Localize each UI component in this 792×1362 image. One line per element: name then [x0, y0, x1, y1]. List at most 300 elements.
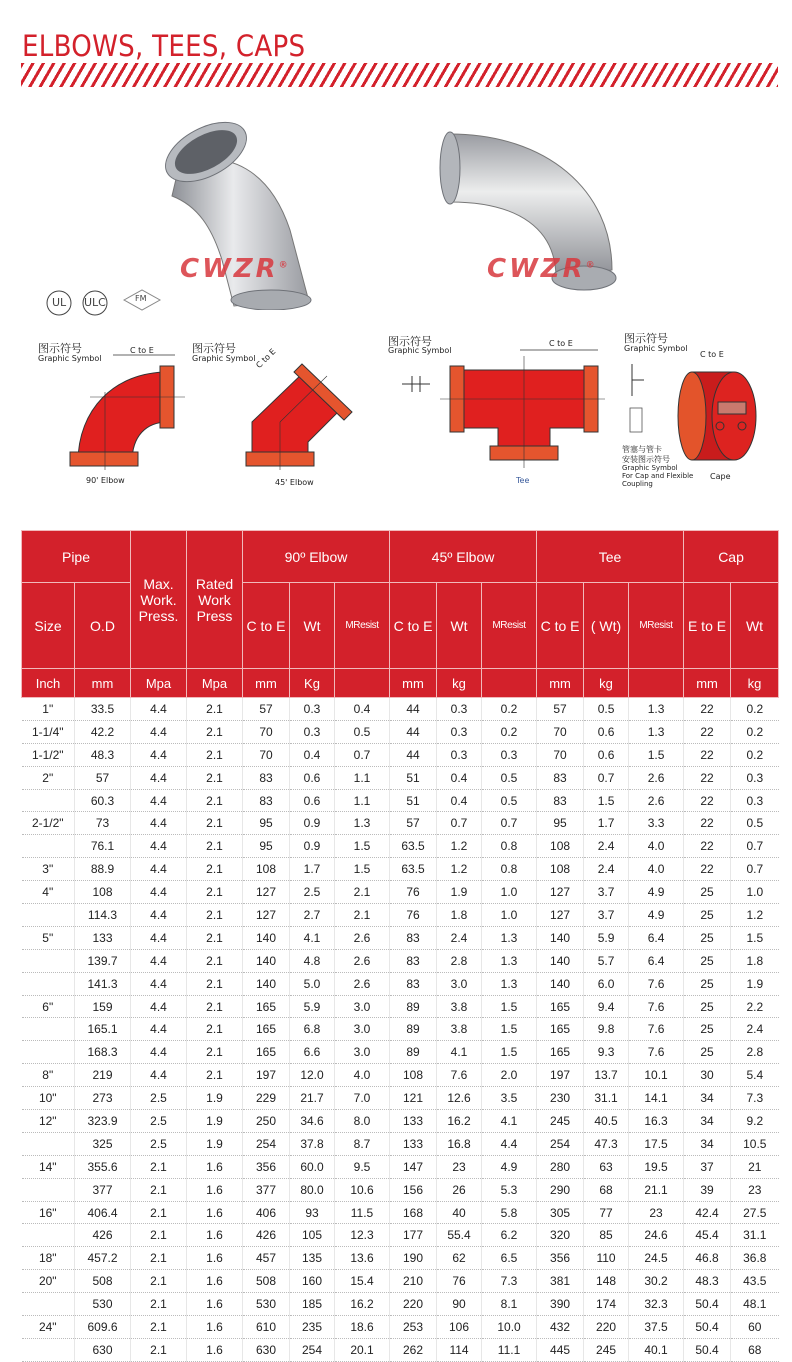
table-cell: 4.1	[437, 1041, 482, 1064]
table-cell: 83	[243, 766, 290, 789]
table-cell: 139.7	[75, 949, 131, 972]
table-cell: 2.1	[131, 1247, 187, 1270]
table-cell: 133	[75, 926, 131, 949]
table-cell: 165	[537, 1041, 584, 1064]
table-cell: 356	[537, 1247, 584, 1270]
table-cell: 377	[243, 1178, 290, 1201]
table-cell: 57	[243, 698, 290, 721]
unit-cell: mm	[243, 669, 290, 698]
table-cell: 89	[390, 995, 437, 1018]
table-cell: 174	[584, 1293, 629, 1316]
table-cell: 83	[390, 926, 437, 949]
table-cell: 0.2	[731, 698, 779, 721]
table-cell: 197	[243, 1064, 290, 1087]
table-cell: 25	[684, 926, 731, 949]
table-cell: 1.7	[584, 812, 629, 835]
table-cell: 47.3	[584, 1132, 629, 1155]
table-cell: 48.3	[684, 1270, 731, 1293]
table-row	[22, 720, 779, 743]
table-cell: 530	[75, 1293, 131, 1316]
table-cell: 1.6	[187, 1247, 243, 1270]
table-cell: 2.1	[131, 1224, 187, 1247]
table-cell: 6"	[22, 995, 75, 1018]
table-cell: 630	[243, 1338, 290, 1361]
table-cell: 290	[537, 1178, 584, 1201]
table-cell: 229	[243, 1087, 290, 1110]
table-cell: 14"	[22, 1155, 75, 1178]
table-cell: 83	[390, 949, 437, 972]
table-cell: 2.1	[187, 789, 243, 812]
graphic-symbol-en: Graphic Symbol	[38, 354, 102, 363]
table-row	[22, 1155, 779, 1178]
table-row	[22, 835, 779, 858]
table-cell: 159	[75, 995, 131, 1018]
table-cell: 70	[537, 720, 584, 743]
table-cell: 2.1	[131, 1178, 187, 1201]
table-cell: 44	[390, 743, 437, 766]
table-cell: 2.1	[187, 881, 243, 904]
table-cell: 381	[537, 1270, 584, 1293]
table-row	[22, 858, 779, 881]
table-cell: 2.1	[131, 1201, 187, 1224]
table-cell: 1.3	[629, 698, 684, 721]
table-cell: 50.4	[684, 1293, 731, 1316]
table-cell: 127	[537, 881, 584, 904]
table-cell: 1.9	[187, 1132, 243, 1155]
table-cell: 1.5	[584, 789, 629, 812]
table-cell: 245	[584, 1338, 629, 1361]
table-cell: 4.4	[131, 743, 187, 766]
table-cell: 44	[390, 720, 437, 743]
table-cell: 245	[537, 1110, 584, 1133]
table-cell: 140	[243, 972, 290, 995]
table-cell: 1.6	[187, 1178, 243, 1201]
table-cell: 24.5	[629, 1247, 684, 1270]
cap-note-en-2: For Cap and Flexible	[622, 472, 694, 480]
table-cell: 1.5	[731, 926, 779, 949]
table-cell: 62	[437, 1247, 482, 1270]
table-cell: 235	[290, 1316, 335, 1339]
table-cell: 43.5	[731, 1270, 779, 1293]
header-45-elbow: 45º Elbow	[390, 531, 537, 583]
table-cell: 10.0	[482, 1316, 537, 1339]
unit-cell: mm	[75, 669, 131, 698]
table-cell: 250	[243, 1110, 290, 1133]
table-cell: 0.2	[731, 720, 779, 743]
table-cell: 73	[75, 812, 131, 835]
table-cell: 85	[584, 1224, 629, 1247]
table-row	[22, 995, 779, 1018]
header-rated-work-press: Rated Work Press	[187, 531, 243, 669]
table-cell: 254	[243, 1132, 290, 1155]
table-cell: 445	[537, 1338, 584, 1361]
header-pipe: Pipe	[22, 531, 131, 583]
elbow-45-caption: 45' Elbow	[275, 478, 314, 487]
table-cell: 2.1	[131, 1338, 187, 1361]
table-cell	[22, 972, 75, 995]
table-cell: 4.4	[131, 720, 187, 743]
table-cell: 48.3	[75, 743, 131, 766]
brand-logo: CWZR®	[487, 254, 595, 284]
table-cell: 0.5	[335, 720, 390, 743]
table-cell: 0.3	[437, 720, 482, 743]
table-cell: 165	[537, 1018, 584, 1041]
table-cell: 0.6	[290, 766, 335, 789]
table-cell: 6.8	[290, 1018, 335, 1041]
table-cell: 4.9	[629, 904, 684, 927]
table-cell: 7.6	[437, 1064, 482, 1087]
unit-cell: kg	[437, 669, 482, 698]
table-cell: 114.3	[75, 904, 131, 927]
table-cell: 80.0	[290, 1178, 335, 1201]
table-cell: 320	[537, 1224, 584, 1247]
table-cell: 147	[390, 1155, 437, 1178]
subheader-c-to-e: C to E	[537, 583, 584, 669]
table-cell: 4.4	[131, 812, 187, 835]
subheader-c-to-e: C to E	[390, 583, 437, 669]
table-cell: 12"	[22, 1110, 75, 1133]
table-cell	[22, 904, 75, 927]
table-cell: 34.6	[290, 1110, 335, 1133]
table-cell: 0.3	[731, 789, 779, 812]
table-cell: 210	[390, 1270, 437, 1293]
table-cell: 1.5	[482, 995, 537, 1018]
table-cell	[22, 1178, 75, 1201]
table-cell: 457	[243, 1247, 290, 1270]
table-cell: 1.3	[482, 926, 537, 949]
table-cell: 60.3	[75, 789, 131, 812]
table-cell: 2.8	[437, 949, 482, 972]
table-cell: 4.9	[629, 881, 684, 904]
table-cell: 406.4	[75, 1201, 131, 1224]
table-cell: 2.1	[187, 858, 243, 881]
table-cell: 133	[390, 1132, 437, 1155]
table-cell: 10"	[22, 1087, 75, 1110]
table-cell: 0.5	[482, 789, 537, 812]
table-cell: 7.0	[335, 1087, 390, 1110]
table-cell: 0.8	[482, 835, 537, 858]
table-cell: 4.4	[131, 1064, 187, 1087]
table-cell: 140	[537, 926, 584, 949]
table-cell: 95	[243, 835, 290, 858]
table-cell: 4"	[22, 881, 75, 904]
table-cell: 22	[684, 743, 731, 766]
table-cell: 6.0	[584, 972, 629, 995]
table-cell: 26	[437, 1178, 482, 1201]
subheader-e-to-e: E to E	[684, 583, 731, 669]
table-cell: 95	[537, 812, 584, 835]
table-cell: 21	[731, 1155, 779, 1178]
table-cell: 2-1/2"	[22, 812, 75, 835]
table-cell: 11.5	[335, 1201, 390, 1224]
table-cell: 377	[75, 1178, 131, 1201]
table-cell: 2.1	[187, 995, 243, 1018]
subheader-mresist: MResist	[629, 583, 684, 669]
table-cell: 36.8	[731, 1247, 779, 1270]
table-row	[22, 1338, 779, 1361]
table-cell: 108	[390, 1064, 437, 1087]
table-cell: 48.1	[731, 1293, 779, 1316]
table-cell: 93	[290, 1201, 335, 1224]
tee-diagram	[400, 346, 610, 476]
table-cell: 3.3	[629, 812, 684, 835]
table-cell: 2.6	[335, 949, 390, 972]
table-cell	[22, 1338, 75, 1361]
table-cell: 168.3	[75, 1041, 131, 1064]
table-cell: 55.4	[437, 1224, 482, 1247]
table-cell: 1.2	[731, 904, 779, 927]
table-cell: 1.3	[482, 972, 537, 995]
table-row	[22, 972, 779, 995]
table-cell: 1.1	[335, 766, 390, 789]
table-cell: 0.8	[482, 858, 537, 881]
table-cell: 23	[629, 1201, 684, 1224]
table-cell: 1.3	[482, 949, 537, 972]
table-cell: 356	[243, 1155, 290, 1178]
table-cell: 89	[390, 1018, 437, 1041]
unit-cell	[482, 669, 537, 698]
table-cell: 390	[537, 1293, 584, 1316]
table-cell: 7.3	[731, 1087, 779, 1110]
table-cell: 5.3	[482, 1178, 537, 1201]
table-cell: 18.6	[335, 1316, 390, 1339]
table-cell: 60.0	[290, 1155, 335, 1178]
table-cell: 16.2	[437, 1110, 482, 1133]
table-cell: 16"	[22, 1201, 75, 1224]
table-cell: 254	[537, 1132, 584, 1155]
table-cell: 108	[537, 835, 584, 858]
table-row	[22, 1201, 779, 1224]
table-cell: 45.4	[684, 1224, 731, 1247]
table-cell: 141.3	[75, 972, 131, 995]
table-row	[22, 1224, 779, 1247]
table-cell: 2.6	[629, 766, 684, 789]
table-cell: 185	[290, 1293, 335, 1316]
table-cell: 57	[390, 812, 437, 835]
table-cell: 4.4	[482, 1132, 537, 1155]
table-cell: 140	[537, 949, 584, 972]
table-cell: 2.1	[131, 1316, 187, 1339]
graphic-symbol-en: Graphic Symbol	[624, 344, 688, 353]
table-cell: 8.7	[335, 1132, 390, 1155]
table-cell: 10.6	[335, 1178, 390, 1201]
table-cell: 1.9	[187, 1087, 243, 1110]
table-cell: 2.1	[187, 1018, 243, 1041]
table-cell: 63.5	[390, 835, 437, 858]
table-cell: 3"	[22, 858, 75, 881]
table-cell: 2.4	[437, 926, 482, 949]
table-cell	[22, 1224, 75, 1247]
table-cell: 7.6	[629, 972, 684, 995]
page-title: ELBOWS, TEES, CAPS	[22, 29, 306, 64]
table-cell	[22, 789, 75, 812]
spec-table	[21, 530, 779, 1362]
table-cell: 165.1	[75, 1018, 131, 1041]
header-max-work-press: Max. Work. Press.	[131, 531, 187, 669]
table-cell: 323.9	[75, 1110, 131, 1133]
table-cell: 2.1	[187, 743, 243, 766]
table-cell: 1.5	[629, 743, 684, 766]
table-cell: 7.6	[629, 1041, 684, 1064]
table-cell: 2.5	[131, 1132, 187, 1155]
table-cell: 1.0	[482, 904, 537, 927]
table-cell: 9.4	[584, 995, 629, 1018]
table-cell: 140	[537, 972, 584, 995]
table-cell: 40	[437, 1201, 482, 1224]
table-cell: 508	[75, 1270, 131, 1293]
table-cell: 230	[537, 1087, 584, 1110]
table-cell: 76	[390, 904, 437, 927]
table-cell: 0.2	[482, 720, 537, 743]
table-cell: 2.1	[187, 926, 243, 949]
table-cell: 108	[537, 858, 584, 881]
table-cell: 16.3	[629, 1110, 684, 1133]
table-cell: 4.4	[131, 881, 187, 904]
table-cell: 25	[684, 949, 731, 972]
table-cell: 1.8	[437, 904, 482, 927]
table-cell: 4.0	[629, 858, 684, 881]
table-cell: 2.1	[187, 720, 243, 743]
graphic-symbol-en: Graphic Symbol	[192, 354, 256, 363]
subheader-o-d: O.D	[75, 583, 131, 669]
table-cell: 127	[537, 904, 584, 927]
graphic-symbol-cn: 图示符号	[192, 342, 236, 355]
table-cell: 4.4	[131, 949, 187, 972]
table-cell: 165	[537, 995, 584, 1018]
table-cell: 426	[75, 1224, 131, 1247]
table-cell: 12.0	[290, 1064, 335, 1087]
table-row	[22, 881, 779, 904]
header-90-elbow: 90º Elbow	[243, 531, 390, 583]
ulc-mark: ULC	[84, 296, 106, 309]
table-cell: 5"	[22, 926, 75, 949]
table-cell: 530	[243, 1293, 290, 1316]
table-cell: 5.0	[290, 972, 335, 995]
table-cell: 42.4	[684, 1201, 731, 1224]
table-cell: 2.5	[131, 1110, 187, 1133]
table-cell: 2.1	[335, 881, 390, 904]
table-cell: 3.7	[584, 904, 629, 927]
table-cell: 1.9	[731, 972, 779, 995]
table-cell: 51	[390, 789, 437, 812]
table-cell: 14.1	[629, 1087, 684, 1110]
table-cell: 83	[390, 972, 437, 995]
table-cell: 0.9	[290, 835, 335, 858]
table-cell: 32.3	[629, 1293, 684, 1316]
table-cell: 3.8	[437, 1018, 482, 1041]
table-row	[22, 1110, 779, 1133]
table-cell: 1.6	[187, 1270, 243, 1293]
hatch-divider	[21, 63, 778, 87]
table-cell: 0.2	[482, 698, 537, 721]
table-cell: 4.1	[482, 1110, 537, 1133]
cap-note-en-1: Graphic Symbol	[622, 464, 678, 472]
table-cell: 37.8	[290, 1132, 335, 1155]
table-cell: 432	[537, 1316, 584, 1339]
table-cell: 25	[684, 881, 731, 904]
cap-caption: Cape	[710, 472, 731, 481]
subheader-wt: Wt	[437, 583, 482, 669]
table-cell: 83	[243, 789, 290, 812]
table-cell: 1.6	[187, 1224, 243, 1247]
table-cell: 0.7	[584, 766, 629, 789]
table-cell: 31.1	[731, 1224, 779, 1247]
table-cell: 2.1	[187, 835, 243, 858]
table-cell: 1-1/2"	[22, 743, 75, 766]
table-cell: 3.0	[437, 972, 482, 995]
table-cell: 20"	[22, 1270, 75, 1293]
table-cell: 165	[243, 995, 290, 1018]
table-cell: 4.4	[131, 972, 187, 995]
table-cell: 22	[684, 766, 731, 789]
table-cell: 5.9	[584, 926, 629, 949]
table-cell: 2.1	[187, 1064, 243, 1087]
table-cell: 70	[537, 743, 584, 766]
table-cell: 3.8	[437, 995, 482, 1018]
table-cell: 46.8	[684, 1247, 731, 1270]
table-cell: 30	[684, 1064, 731, 1087]
table-cell: 2.6	[335, 972, 390, 995]
table-cell: 11.1	[482, 1338, 537, 1361]
table-cell: 2.1	[187, 812, 243, 835]
table-cell: 4.4	[131, 766, 187, 789]
unit-cell: Kg	[290, 669, 335, 698]
table-cell: 280	[537, 1155, 584, 1178]
table-row	[22, 904, 779, 927]
table-cell: 177	[390, 1224, 437, 1247]
table-cell: 108	[243, 858, 290, 881]
table-cell: 4.8	[290, 949, 335, 972]
subheader-size: Size	[22, 583, 75, 669]
c-to-e-label: C to E	[549, 339, 573, 348]
table-cell: 1.9	[437, 881, 482, 904]
table-cell: 25	[684, 1018, 731, 1041]
table-cell: 0.9	[290, 812, 335, 835]
table-cell: 1"	[22, 698, 75, 721]
table-cell: 0.4	[437, 766, 482, 789]
table-cell: 19.5	[629, 1155, 684, 1178]
table-cell: 0.3	[437, 743, 482, 766]
table-cell: 2.1	[131, 1155, 187, 1178]
table-cell: 197	[537, 1064, 584, 1087]
table-cell: 31.1	[584, 1087, 629, 1110]
table-cell: 253	[390, 1316, 437, 1339]
table-cell: 76	[437, 1270, 482, 1293]
cap-note-cn-2: 安装图示符号	[622, 455, 670, 464]
table-cell: 18"	[22, 1247, 75, 1270]
table-cell: 121	[390, 1087, 437, 1110]
unit-cell: Mpa	[187, 669, 243, 698]
table-row	[22, 1293, 779, 1316]
table-cell: 83	[537, 789, 584, 812]
c-to-e-label: C to E	[130, 346, 154, 355]
subheader-c-to-e: C to E	[243, 583, 290, 669]
table-cell: 5.9	[290, 995, 335, 1018]
elbow-45-diagram	[232, 352, 362, 472]
table-cell: 6.5	[482, 1247, 537, 1270]
table-cell: 90	[437, 1293, 482, 1316]
table-cell: 273	[75, 1087, 131, 1110]
unit-cell	[335, 669, 390, 698]
table-cell: 2.1	[187, 1041, 243, 1064]
table-cell: 2.4	[584, 835, 629, 858]
table-cell: 457.2	[75, 1247, 131, 1270]
table-cell	[22, 835, 75, 858]
table-cell: 22	[684, 720, 731, 743]
unit-cell: mm	[537, 669, 584, 698]
table-cell: 1.1	[335, 789, 390, 812]
table-cell: 25	[684, 1041, 731, 1064]
